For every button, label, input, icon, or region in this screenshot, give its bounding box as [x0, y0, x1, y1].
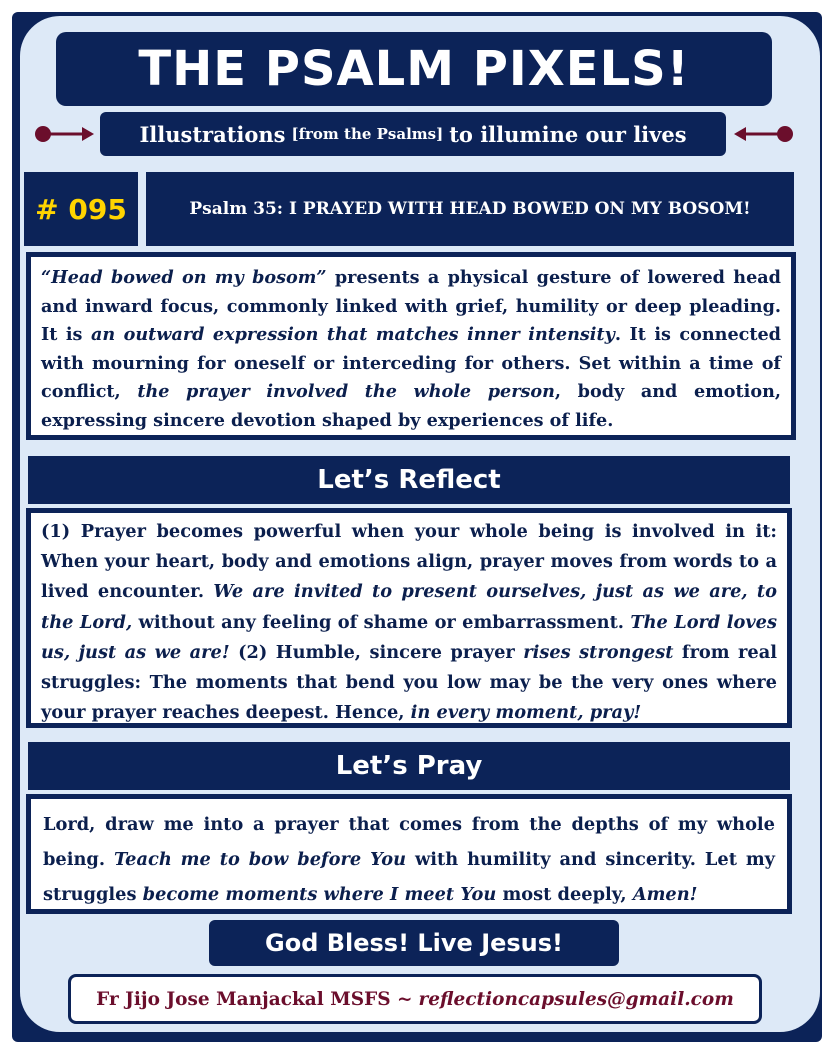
reflect-panel: [26, 508, 792, 728]
intro-seg: , body and emotion, expressing sincere devotion shaped by experiences of life.: [41, 381, 781, 431]
reflect-text: [31, 513, 787, 723]
author-credit: [68, 974, 762, 1024]
intro-seg: . It is connected with mourning for oneself or interceding for others. Set within a time of conflict,: [41, 324, 781, 403]
pray-seg: Lord, draw me into a prayer that comes from the depths of my whole being.: [43, 814, 775, 870]
reflect-emphasis: We are invited to present ourselves, just as we are, to the Lord,: [41, 581, 777, 633]
reflect-emphasis: in every moment, pray!: [410, 702, 642, 724]
intro-emphasis: an outward expression that matches inner intensity: [90, 324, 615, 346]
author-email[interactable]: reflectioncapsules@gmail.com: [418, 988, 734, 1010]
pray-heading: Let’s Pray: [28, 742, 790, 790]
arrow-right-icon: [34, 124, 96, 144]
intro-quote: “Head bowed on my bosom”: [41, 267, 327, 288]
subtitle-banner: [100, 112, 726, 156]
subtitle-part3: to illumine our lives: [449, 121, 687, 147]
pray-emphasis: become moments where I meet You: [142, 884, 497, 905]
blessing-banner: God Bless! Live Jesus!: [209, 920, 619, 966]
pray-emphasis: Teach me to bow before You: [113, 849, 407, 870]
pray-panel: [26, 794, 792, 914]
arrow-left-icon: [732, 124, 794, 144]
reflect-seg: from real struggles: The moments that bend you low may be the very ones where your prayer reaches deepest. Hence,: [41, 641, 778, 724]
pray-seg: most deeply,: [496, 884, 633, 905]
psalm-title: Psalm 35: I PRAYED WITH HEAD BOWED ON MY BOSOM!: [146, 172, 794, 246]
author-name: Fr Jijo Jose Manjackal MSFS ~: [96, 988, 413, 1010]
reflect-heading: Let’s Reflect: [28, 456, 790, 504]
pray-seg: with humility and sincerity. Let my struggles: [43, 849, 775, 905]
reflect-emphasis: The Lord loves us, just as we are!: [41, 611, 777, 663]
intro-emphasis: the prayer involved the whole person: [137, 381, 555, 403]
intro-panel: [26, 252, 796, 440]
intro-text: [31, 257, 791, 435]
page-title: THE PSALM PIXELS!: [56, 32, 772, 106]
reflect-seg: (2) Humble, sincere prayer: [229, 641, 524, 663]
pray-emphasis: Amen!: [632, 884, 698, 905]
reflect-emphasis: rises strongest: [523, 641, 674, 663]
subtitle-part1: Illustrations: [139, 121, 286, 147]
intro-seg: presents a physical gesture of lowered head and inward focus, commonly linked with grief, humility or deep pleading. It is: [41, 267, 781, 346]
pray-text: [31, 799, 787, 909]
reflect-seg: without any feeling of shame or embarrassment.: [132, 611, 631, 633]
psalm-number: # 095: [24, 172, 138, 246]
subtitle-part2: [from the Psalms]: [291, 125, 444, 143]
reflect-seg: (1) Prayer becomes powerful when your whole being is involved in it: When your heart, body and emotions align, prayer moves from words to a lived encounter.: [41, 521, 777, 603]
